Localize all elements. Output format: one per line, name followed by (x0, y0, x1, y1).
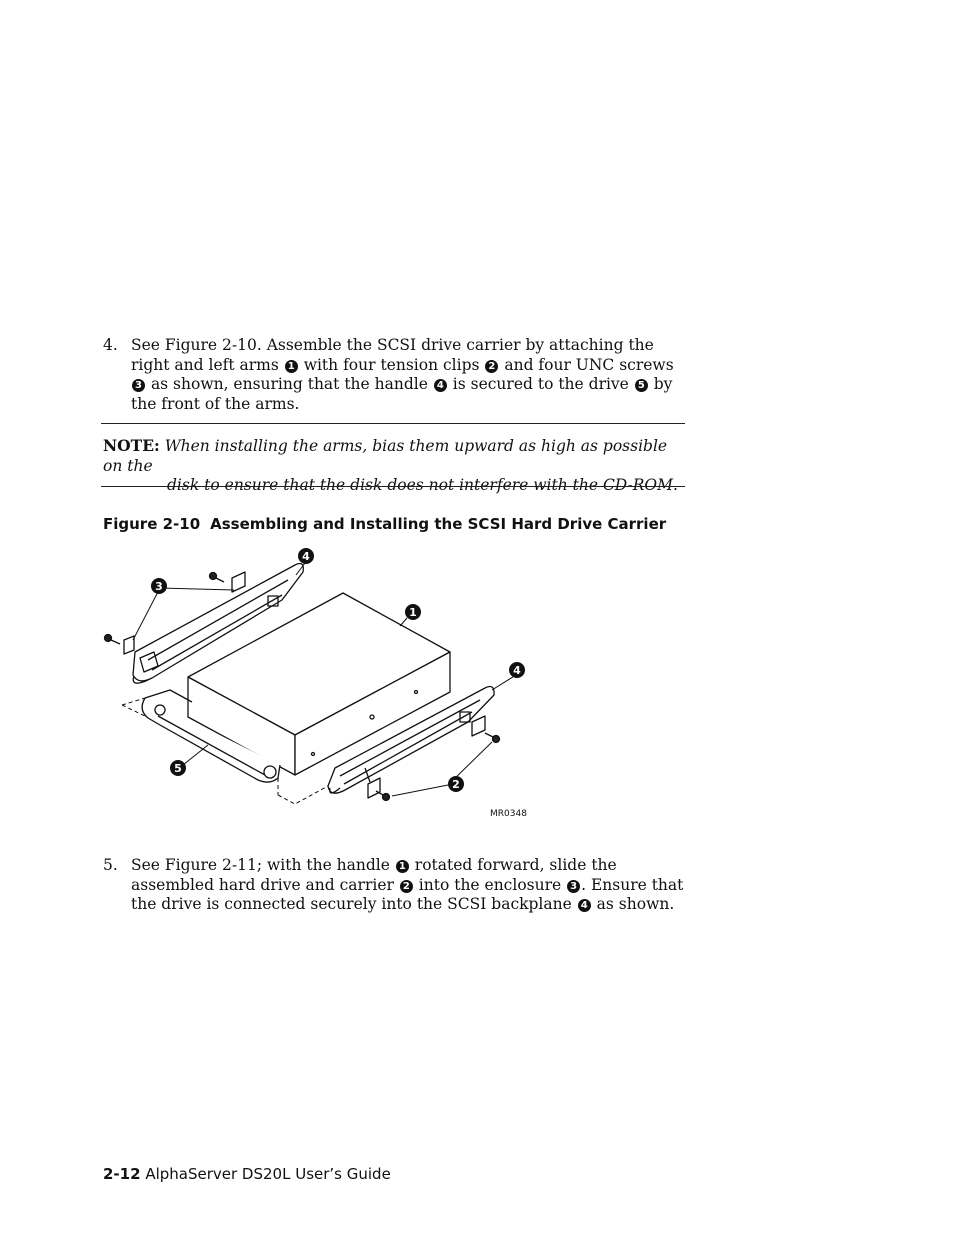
step-5 (103, 856, 688, 915)
callout-1-icon: 1 (396, 860, 409, 873)
step-text: See Figure 2-10. Assemble the SCSI drive carrier by attaching the right and left arms 1 with four tension clips 2 and four UNC screws 3 as shown, ensuring that the handle 4 is secured to the drive 5 by the front of the arms. (131, 336, 674, 413)
svg-text:3: 3 (155, 580, 163, 593)
callout-2-icon: 2 (485, 360, 498, 373)
note-label: NOTE: (103, 436, 160, 455)
step-text: See Figure 2-11; with the handle 1 rotated forward, slide the assembled hard drive and carrier 2 into the enclosure 3 . Ensure that the drive is connected securely into the SCSI backplane 4 as shown. (131, 856, 684, 914)
note-bottom-rule (101, 486, 685, 487)
callout-screws (151, 578, 167, 594)
step-4 (103, 336, 688, 414)
drive-carrier-illustration (100, 540, 540, 830)
note-top-rule (101, 423, 685, 424)
svg-text:2: 2 (452, 778, 460, 791)
callout-5-icon: 5 (635, 379, 648, 392)
step-number: 5. (103, 856, 118, 874)
note-text-line-2: disk to ensure that the disk does not interfere with the CD-ROM. (167, 476, 678, 495)
callout-3-icon: 3 (567, 880, 580, 893)
callout-4-icon: 4 (434, 379, 447, 392)
callout-2-icon: 2 (400, 880, 413, 893)
callout-handle-right (509, 662, 525, 678)
page-number: 2-12 (103, 1165, 141, 1183)
note-text-line-1: When installing the arms, bias them upward as high as possible on the (103, 437, 668, 475)
callout-handle-left (298, 548, 314, 564)
figure-number: Figure 2-10 (103, 515, 201, 533)
figure-code: MR0348 (490, 809, 527, 819)
callout-clips (448, 776, 464, 792)
callout-3-icon: 3 (132, 379, 145, 392)
callout-handle-front (170, 760, 186, 776)
svg-text:5: 5 (174, 762, 182, 775)
callout-1-icon: 1 (285, 360, 298, 373)
figure-caption: Assembling and Installing the SCSI Hard Drive Carrier (210, 515, 667, 533)
callout-4-icon: 4 (578, 899, 591, 912)
callout-drive (405, 604, 421, 620)
guide-title: AlphaServer DS20L User’s Guide (145, 1165, 391, 1183)
svg-text:4: 4 (302, 550, 310, 563)
figure-title (103, 515, 666, 533)
step-number: 4. (103, 336, 118, 354)
svg-text:4: 4 (513, 664, 521, 677)
svg-text:1: 1 (409, 606, 417, 619)
page-footer (103, 1165, 391, 1183)
